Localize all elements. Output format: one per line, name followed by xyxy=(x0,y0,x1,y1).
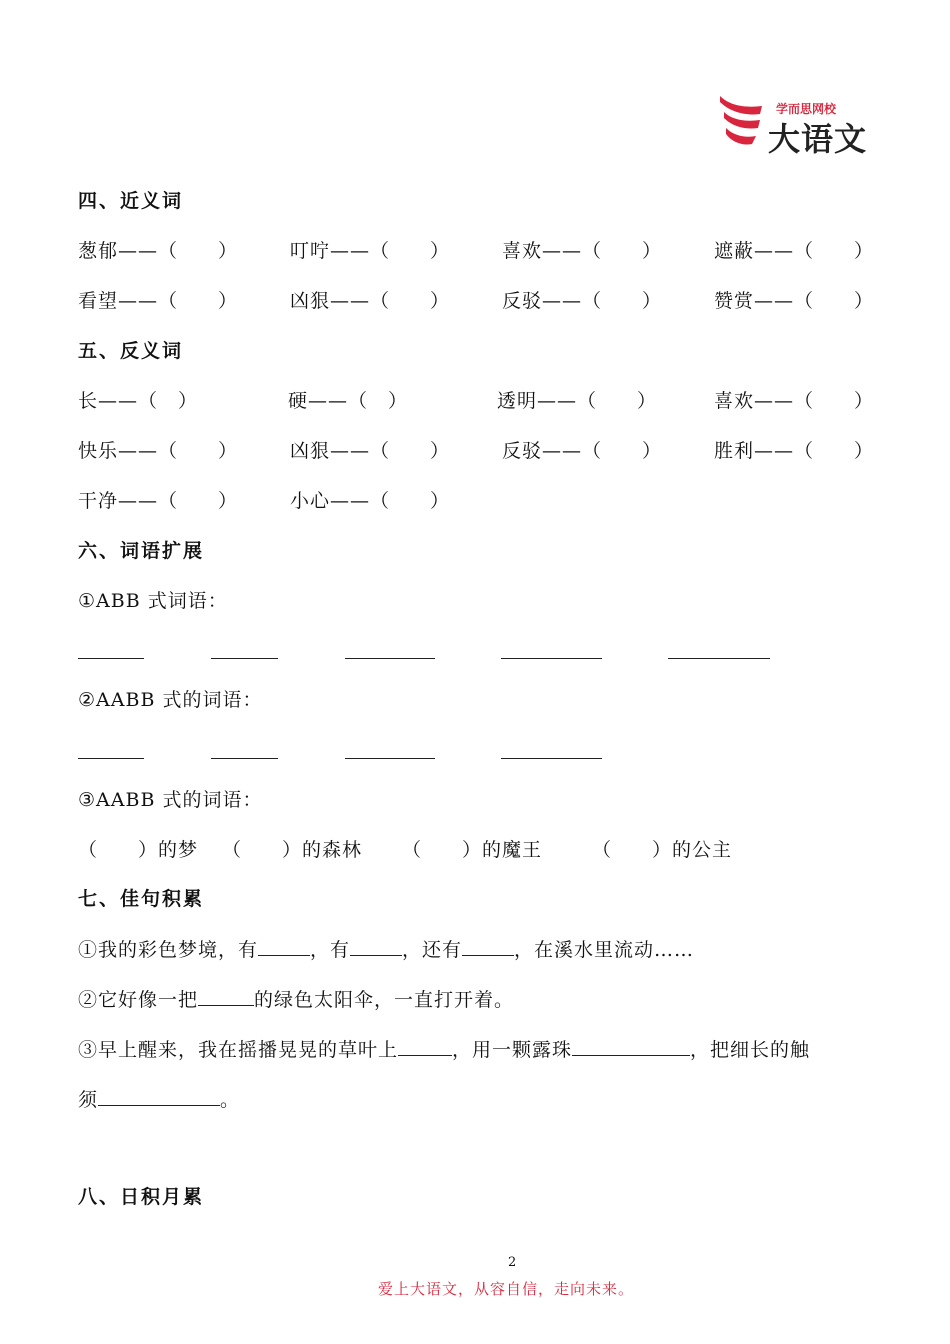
s7-s4-part-2: 。 xyxy=(220,1089,241,1111)
s6-answer-line-3[interactable] xyxy=(345,658,435,659)
s5-r2-item-3: 反驳——（ ） xyxy=(502,440,663,462)
s4-r1-item-4: 遮蔽——（ ） xyxy=(714,240,875,262)
s7-s3-part-3: ，把细长的触 xyxy=(690,1039,811,1061)
s4-r2-item-1: 看望——（ ） xyxy=(78,290,239,312)
s6-answer-line-1[interactable] xyxy=(78,658,144,659)
s7-s2-part-2: 的绿色太阳伞，一直打开着。 xyxy=(254,989,515,1011)
s7-s1-blank-1[interactable] xyxy=(258,937,310,956)
section-6-title: 六、词语扩展 xyxy=(78,540,205,562)
logo-subtitle: 学而思网校 xyxy=(776,102,837,116)
s4-r2-item-3: 反驳——（ ） xyxy=(502,290,663,312)
s5-r1-item-1: 长——（ ） xyxy=(78,390,199,412)
s5-r2-item-1: 快乐——（ ） xyxy=(78,440,239,462)
s5-r3-item-1: 干净——（ ） xyxy=(78,490,239,512)
s7-s1-part-2: ，有 xyxy=(310,939,351,961)
s6-phrase-1: （ ）的梦 xyxy=(78,839,199,861)
s7-s3-part-1: ③早上醒来，我在摇播晃晃的草叶上 xyxy=(78,1039,399,1061)
s7-s4-blank-1[interactable] xyxy=(98,1087,220,1106)
s7-s1-part-4: ，在溪水里流动…… xyxy=(514,939,695,961)
logo-mark-icon xyxy=(716,92,768,146)
s6-answer-line-8[interactable] xyxy=(345,758,435,759)
s4-r2-item-2: 凶狠——（ ） xyxy=(290,290,451,312)
s5-r3-item-2: 小心——（ ） xyxy=(290,490,451,512)
section-7-title: 七、佳句积累 xyxy=(78,888,205,910)
logo xyxy=(716,92,868,158)
logo-title: 大语文 xyxy=(768,120,868,158)
section-8-title: 八、日积月累 xyxy=(78,1186,205,1208)
s7-s2-blank-1[interactable] xyxy=(198,987,254,1006)
s5-r2-item-4: 胜利——（ ） xyxy=(714,440,875,462)
s7-s2-part-1: ②它好像一把 xyxy=(78,989,199,1011)
s4-r1-item-3: 喜欢——（ ） xyxy=(502,240,663,262)
s7-sentence-1 xyxy=(78,937,694,962)
s7-sentence-3-cont xyxy=(78,1087,240,1112)
s6-phrase-4: （ ）的公主 xyxy=(592,839,733,861)
s7-s3-blank-2[interactable] xyxy=(572,1037,690,1056)
s7-s3-blank-1[interactable] xyxy=(398,1037,452,1056)
s4-r2-item-4: 赞赏——（ ） xyxy=(714,290,875,312)
s6-answer-line-9[interactable] xyxy=(501,758,602,759)
s6-phrase-3: （ ）的魔王 xyxy=(402,839,543,861)
s6-prompt-2: ②AABB 式的词语： xyxy=(78,689,263,711)
s7-sentence-2 xyxy=(78,987,514,1012)
s5-r1-item-2: 硬——（ ） xyxy=(288,390,409,412)
s6-answer-line-4[interactable] xyxy=(501,658,602,659)
s4-r1-item-2: 叮咛——（ ） xyxy=(290,240,451,262)
s7-s1-blank-2[interactable] xyxy=(350,937,402,956)
s6-answer-line-6[interactable] xyxy=(78,758,144,759)
s6-prompt-3: ③AABB 式的词语： xyxy=(78,789,263,811)
s7-s4-part-1: 须 xyxy=(78,1089,99,1111)
s7-s1-blank-3[interactable] xyxy=(462,937,514,956)
s6-phrase-2: （ ）的森林 xyxy=(222,839,363,861)
s6-answer-line-5[interactable] xyxy=(668,658,770,659)
section-4-title: 四、近义词 xyxy=(78,190,184,212)
s5-r1-item-4: 喜欢——（ ） xyxy=(714,390,875,412)
s4-r1-item-1: 葱郁——（ ） xyxy=(78,240,239,262)
footer-slogan: 爱上大语文，从容自信，走向未来。 xyxy=(378,1280,635,1298)
s5-r1-item-3: 透明——（ ） xyxy=(497,390,658,412)
s7-s3-part-2: ，用一颗露珠 xyxy=(452,1039,573,1061)
s6-prompt-1: ①ABB 式词语： xyxy=(78,590,228,612)
s6-answer-line-7[interactable] xyxy=(211,758,278,759)
s7-s1-part-1: ①我的彩色梦境，有 xyxy=(78,939,259,961)
page-number: 2 xyxy=(508,1255,517,1270)
s7-s1-part-3: ，还有 xyxy=(402,939,463,961)
s6-answer-line-2[interactable] xyxy=(211,658,278,659)
s5-r2-item-2: 凶狠——（ ） xyxy=(290,440,451,462)
section-5-title: 五、反义词 xyxy=(78,340,184,362)
s7-sentence-3 xyxy=(78,1037,810,1062)
